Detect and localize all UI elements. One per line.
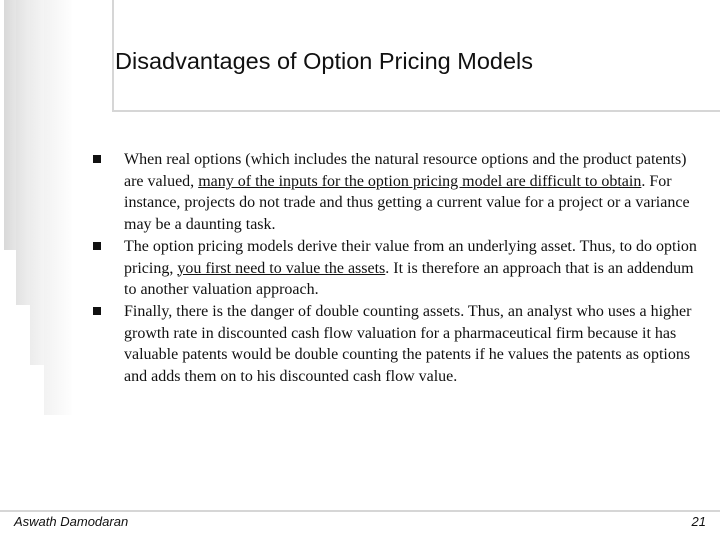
- bullet-underlined-text: you first need to value the assets: [177, 259, 386, 277]
- footer-rule: [0, 510, 720, 512]
- bullet-text: The option pricing models derive their value from an underlying asset. Thus, to do option pricing,: [124, 237, 697, 277]
- decorative-bar: [44, 0, 72, 415]
- bullet-item: [90, 236, 700, 301]
- slide-title: Disadvantages of Option Pricing Models: [115, 48, 533, 74]
- bullet-text: When real options (which includes the natural resource options and the product patents) are valued,: [124, 151, 687, 190]
- bullet-text: . It is therefore an approach that is an addendum to another valuation approach.: [124, 259, 694, 299]
- bullet-list: [90, 149, 700, 388]
- bullet-text: Finally, there is the danger of double counting assets. Thus, an analyst who uses a higher growth rate in discounted cash flow valuation for a pharmaceutical firm because it has valuable patents would be double counting the patents if he values the patents as options and adds them on to his discounted cash flow value.: [124, 302, 692, 386]
- bullet-item: [90, 301, 700, 388]
- square-bullet-icon: [93, 307, 101, 315]
- bullet-text: . For instance, projects do not trade and thus getting a current value for a project or a variance may be a daunting task.: [124, 172, 690, 234]
- square-bullet-icon: [93, 155, 101, 163]
- footer-author: Aswath Damodaran: [14, 514, 129, 529]
- square-bullet-icon: [93, 242, 101, 250]
- bullet-item: [90, 149, 700, 236]
- page-number: 21: [691, 514, 706, 529]
- title-vertical-rule: [112, 0, 114, 112]
- title-horizontal-rule: [112, 110, 720, 112]
- bullet-underlined-text: many of the inputs for the option pricing model are difficult to obtain: [198, 172, 642, 190]
